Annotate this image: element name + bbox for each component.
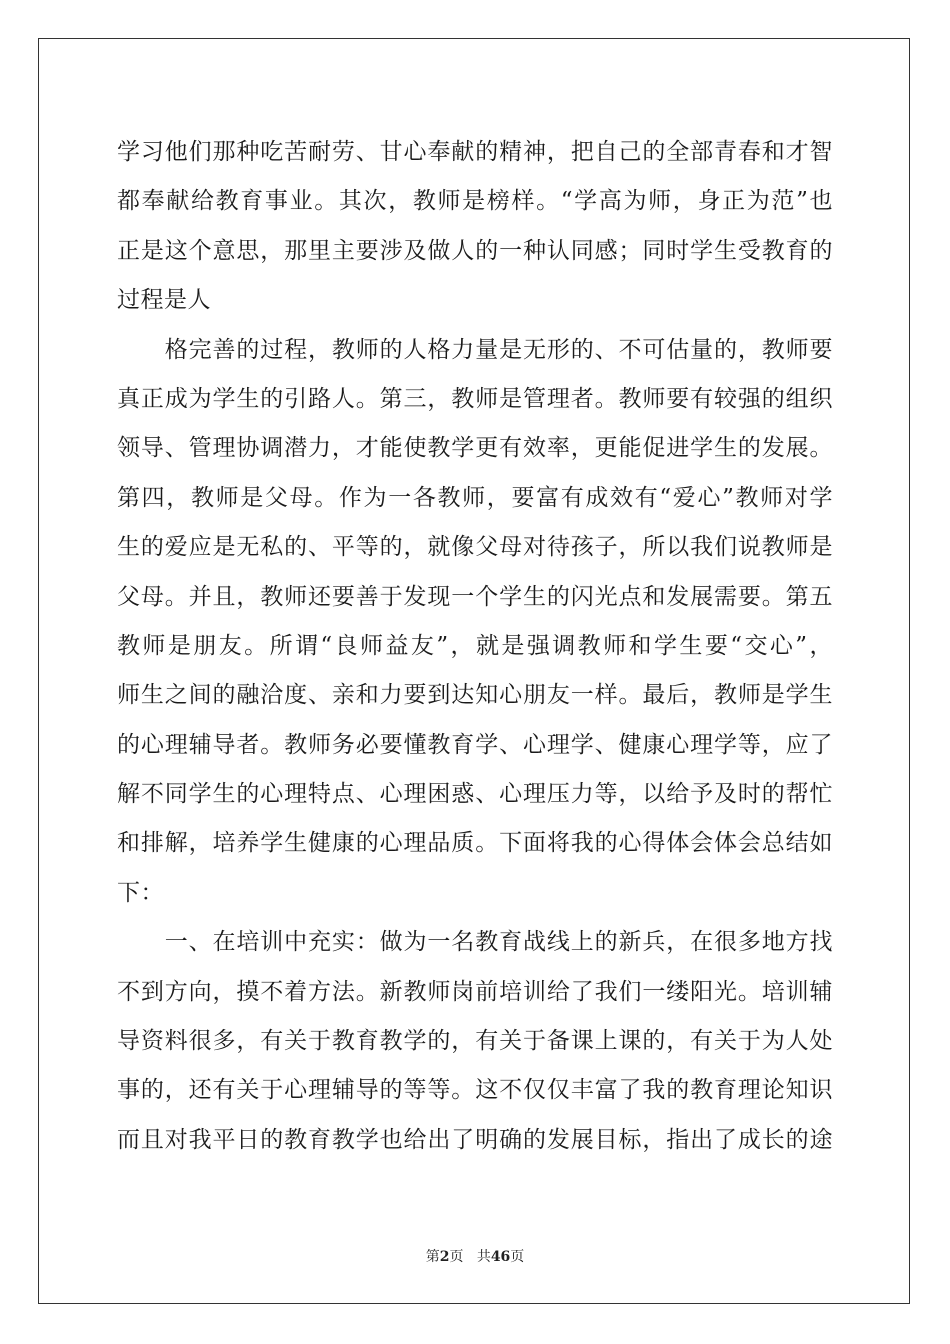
text-line: 一、在培训中充实：做为一名教育战线上的新兵，在很多地方找 xyxy=(117,929,833,956)
footer-page-unit: 页 xyxy=(449,1249,464,1265)
text-line: 事的，还有关于心理辅导的等等。这不仅仅丰富了我的教育理论知识 xyxy=(117,1077,833,1104)
footer-total-pages: 46 xyxy=(490,1249,511,1265)
document-body xyxy=(117,128,833,1165)
text-line: 下： xyxy=(117,879,164,906)
text-line: 导资料很多，有关于教育教学的，有关于备课上课的，有关于为人处 xyxy=(117,1028,833,1055)
footer-page-number: 2 xyxy=(439,1249,450,1265)
text-line: 格完善的过程，教师的人格力量是无形的、不可估量的，教师要 xyxy=(117,336,833,363)
text-line: 师生之间的融洽度、亲和力要到达知心朋友一样。最后，教师是学生 xyxy=(117,682,833,709)
text-line: 领导、管理协调潜力，才能使教学更有效率，更能促进学生的发展。 xyxy=(117,435,833,462)
text-line: 正是这个意思，那里主要涉及做人的一种认同感；同时学生受教育的 xyxy=(117,237,833,264)
text-line: 和排解，培养学生健康的心理品质。下面将我的心得体会体会总结如 xyxy=(117,830,833,857)
text-line: 解不同学生的心理特点、心理困惑、心理压力等，以给予及时的帮忙 xyxy=(117,781,833,808)
text-line: 不到方向，摸不着方法。新教师岗前培训给了我们一缕阳光。培训辅 xyxy=(117,978,833,1005)
footer-total-prefix: 共 xyxy=(476,1249,491,1265)
text-line: 第四，教师是父母。作为一各教师，要富有成效有“爱心”教师对学 xyxy=(117,484,833,511)
footer-total-unit: 页 xyxy=(510,1249,525,1265)
text-line: 生的爱应是无私的、平等的，就像父母对待孩子，所以我们说教师是 xyxy=(117,534,833,561)
footer-page-prefix: 第 xyxy=(425,1249,440,1265)
text-line: 过程是人 xyxy=(117,287,211,314)
text-line: 学习他们那种吃苦耐劳、甘心奉献的精神，把自己的全部青春和才智 xyxy=(117,139,833,165)
page-footer xyxy=(0,1246,950,1266)
text-line: 真正成为学生的引路人。第三，教师是管理者。教师要有较强的组织 xyxy=(117,385,833,412)
text-line: 教师是朋友。所谓“良师益友”，就是强调教师和学生要“交心”， xyxy=(117,632,833,659)
text-line: 都奉献给教育事业。其次，教师是榜样。“学高为师，身正为范”也 xyxy=(117,188,833,215)
text-line: 的心理辅导者。教师务必要懂教育学、心理学、健康心理学等，应了 xyxy=(117,731,833,758)
text-line: 父母。并且，教师还要善于发现一个学生的闪光点和发展需要。第五 xyxy=(117,583,833,610)
text-line: 而且对我平日的教育教学也给出了明确的发展目标，指出了成长的途 xyxy=(117,1126,833,1153)
